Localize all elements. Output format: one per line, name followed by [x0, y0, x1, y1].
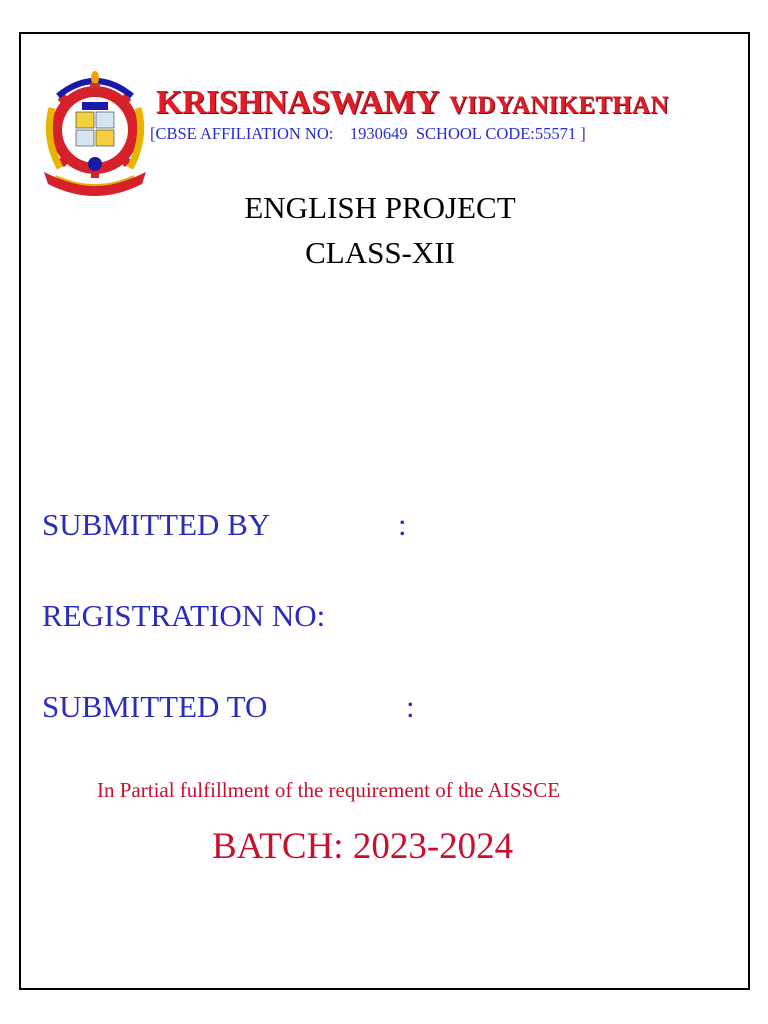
- affiliation-line: [150, 124, 586, 144]
- affiliation-number: 1930649: [349, 124, 408, 143]
- submitted-by-label: SUBMITTED BY: [42, 507, 271, 542]
- submitted-to-colon: :: [406, 689, 415, 724]
- school-name: [156, 84, 669, 122]
- submitted-by-colon: :: [398, 507, 407, 542]
- registration-no-field: [42, 598, 325, 634]
- project-class: CLASS-XII: [305, 235, 455, 270]
- school-crest-logo: [38, 68, 152, 196]
- affiliation-label: [CBSE AFFILIATION NO:: [150, 124, 334, 143]
- school-name-part2: VIDYANIKETHAN: [449, 92, 669, 119]
- school-code: SCHOOL CODE:55571 ]: [415, 124, 586, 143]
- submitted-by-field: [42, 507, 407, 543]
- project-title: ENGLISH PROJECT: [244, 190, 516, 225]
- school-name-part1: KRISHNASWAMY: [156, 84, 440, 121]
- registration-no-label: REGISTRATION NO:: [42, 598, 326, 633]
- batch-year: BATCH: 2023-2024: [212, 826, 514, 867]
- fulfillment-note: In Partial fulfillment of the requirement of the AISSCE: [97, 778, 561, 802]
- lamp-icon: [90, 71, 100, 88]
- submitted-to-field: [42, 689, 415, 725]
- submitted-to-label: SUBMITTED TO: [42, 689, 268, 724]
